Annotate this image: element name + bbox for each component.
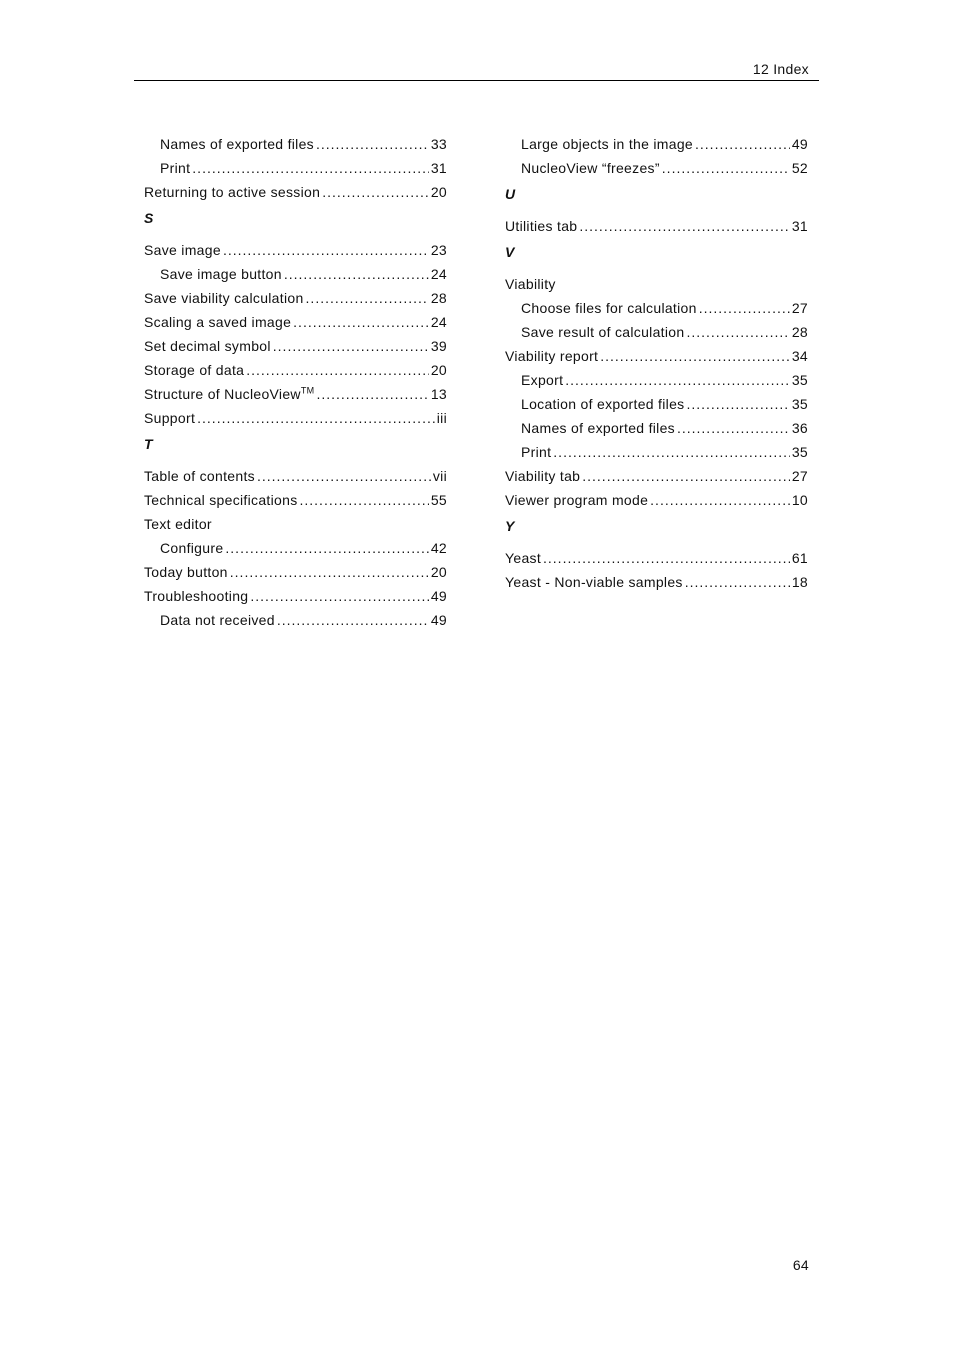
entry-label: Print	[160, 160, 191, 176]
dot-leader	[316, 382, 428, 406]
entry-label: Export	[521, 372, 564, 388]
index-entry	[144, 488, 447, 512]
index-entry	[144, 132, 447, 156]
entry-page: 33	[430, 136, 447, 152]
index-entry	[144, 262, 447, 286]
index-entry	[505, 344, 808, 368]
index-letter-heading: Y	[505, 518, 515, 534]
entry-label: Viability report	[505, 348, 599, 364]
entry-label: Save image	[144, 242, 221, 258]
index-entry	[144, 156, 447, 180]
entry-page: 49	[430, 588, 447, 604]
entry-label: Yeast - Non-viable samples	[505, 574, 683, 590]
dot-leader	[600, 344, 790, 368]
entry-label: Location of exported files	[521, 396, 685, 412]
index-column-right	[505, 132, 808, 594]
entry-label: Utilities tab	[505, 218, 578, 234]
index-entry	[144, 512, 447, 536]
index-entry	[505, 156, 808, 180]
index-entry	[144, 536, 447, 560]
entry-page: 35	[791, 444, 808, 460]
entry-page: 24	[430, 266, 447, 282]
trademark-superscript: TM	[300, 385, 315, 396]
dot-leader	[246, 358, 429, 382]
page-number: 64	[792, 1257, 809, 1273]
dot-leader	[273, 334, 429, 358]
entry-label: Set decimal symbol	[144, 338, 271, 354]
dot-leader	[685, 570, 790, 594]
entry-page: 27	[791, 300, 808, 316]
entry-page: 27	[791, 468, 808, 484]
entry-label: Today button	[144, 564, 228, 580]
entry-page: 31	[430, 160, 447, 176]
dot-leader	[543, 546, 790, 570]
index-letter-heading: S	[144, 210, 154, 226]
entry-label: Choose files for calculation	[521, 300, 697, 316]
entry-page: iii	[436, 410, 447, 426]
entry-page: 13	[430, 386, 447, 402]
entry-label: NucleoView “freezes”	[521, 160, 660, 176]
dot-leader	[293, 310, 429, 334]
index-entry	[505, 392, 808, 416]
entry-page: 52	[791, 160, 808, 176]
entry-label: Data not received	[160, 612, 275, 628]
index-entry	[505, 272, 808, 296]
entry-label: Viability	[505, 276, 556, 292]
index-entry	[144, 286, 447, 310]
entry-page: 10	[791, 492, 808, 508]
dot-leader	[257, 464, 431, 488]
entry-page: 36	[791, 420, 808, 436]
dot-leader	[677, 416, 790, 440]
dot-leader	[582, 464, 790, 488]
dot-leader	[579, 214, 789, 238]
entry-page: 28	[791, 324, 808, 340]
entry-label: Troubleshooting	[144, 588, 249, 604]
index-entry	[505, 214, 808, 238]
dot-leader	[695, 132, 790, 156]
entry-page: 42	[430, 540, 447, 556]
index-entry	[144, 464, 447, 488]
entry-page: 24	[430, 314, 447, 330]
dot-leader	[699, 296, 790, 320]
dot-leader	[686, 320, 789, 344]
index-entry	[505, 132, 808, 156]
index-entry	[505, 464, 808, 488]
index-letter-heading: U	[505, 186, 516, 202]
index-entry	[505, 368, 808, 392]
entry-label: Technical specifications	[144, 492, 298, 508]
entry-page: 49	[430, 612, 447, 628]
entry-page: 20	[430, 564, 447, 580]
entry-page: 39	[430, 338, 447, 354]
dot-leader	[565, 368, 790, 392]
entry-label: Scaling a saved image	[144, 314, 292, 330]
entry-label: Save image button	[160, 266, 282, 282]
dot-leader	[322, 180, 429, 204]
index-entry	[144, 382, 447, 406]
entry-label-text: Structure of NucleoView	[144, 386, 301, 402]
index-letter-heading: V	[505, 244, 515, 260]
entry-label: Text editor	[144, 516, 212, 532]
dot-leader	[197, 406, 435, 430]
index-entry	[144, 310, 447, 334]
entry-label: Names of exported files	[160, 136, 314, 152]
dot-leader	[316, 132, 429, 156]
entry-label: Large objects in the image	[521, 136, 694, 152]
entry-label: Save result of calculation	[521, 324, 685, 340]
index-letter-heading: T	[144, 436, 153, 452]
entry-page: 31	[791, 218, 808, 234]
index-entry	[505, 296, 808, 320]
dot-leader	[192, 156, 429, 180]
index-entry	[505, 416, 808, 440]
dot-leader	[284, 262, 429, 286]
entry-page: 35	[791, 396, 808, 412]
entry-page: 23	[430, 242, 447, 258]
entry-label: Table of contents	[144, 468, 255, 484]
entry-label: Print	[521, 444, 552, 460]
entry-page: 34	[791, 348, 808, 364]
index-entry	[144, 358, 447, 382]
dot-leader	[230, 560, 429, 584]
dot-leader	[225, 536, 428, 560]
dot-leader	[250, 584, 428, 608]
entry-page: vii	[432, 468, 447, 484]
entry-page: 61	[791, 550, 808, 566]
entry-label: Yeast	[505, 550, 542, 566]
index-entry	[505, 570, 808, 594]
entry-page: 55	[430, 492, 447, 508]
index-entry	[144, 584, 447, 608]
index-entry	[144, 238, 447, 262]
index-column-left	[144, 132, 447, 632]
dot-leader	[306, 286, 429, 310]
entry-page: 35	[791, 372, 808, 388]
entry-label: Support	[144, 410, 196, 426]
entry-label: Configure	[160, 540, 224, 556]
entry-page: 18	[791, 574, 808, 590]
entry-label: Storage of data	[144, 362, 245, 378]
dot-leader	[553, 440, 790, 464]
index-entry	[144, 608, 447, 632]
page-header-title: 12 Index	[752, 61, 809, 77]
entry-label: Names of exported files	[521, 420, 675, 436]
dot-leader	[300, 488, 429, 512]
index-entry	[505, 488, 808, 512]
entry-label: Returning to active session	[144, 184, 321, 200]
entry-label: Viewer program mode	[505, 492, 649, 508]
index-entry	[505, 440, 808, 464]
index-entry	[144, 560, 447, 584]
index-entry	[144, 180, 447, 204]
index-entry	[505, 320, 808, 344]
entry-page: 20	[430, 362, 447, 378]
index-entry	[505, 546, 808, 570]
header-rule	[134, 80, 819, 81]
entry-label: Save viability calculation	[144, 290, 304, 306]
dot-leader	[662, 156, 790, 180]
index-entry	[144, 334, 447, 358]
dot-leader	[650, 488, 790, 512]
index-entry	[144, 406, 447, 430]
dot-leader	[223, 238, 429, 262]
entry-page: 28	[430, 290, 447, 306]
entry-page: 20	[430, 184, 447, 200]
entry-page: 49	[791, 136, 808, 152]
dot-leader	[277, 608, 429, 632]
entry-label: Viability tab	[505, 468, 581, 484]
entry-label	[144, 382, 314, 406]
dot-leader	[686, 392, 789, 416]
